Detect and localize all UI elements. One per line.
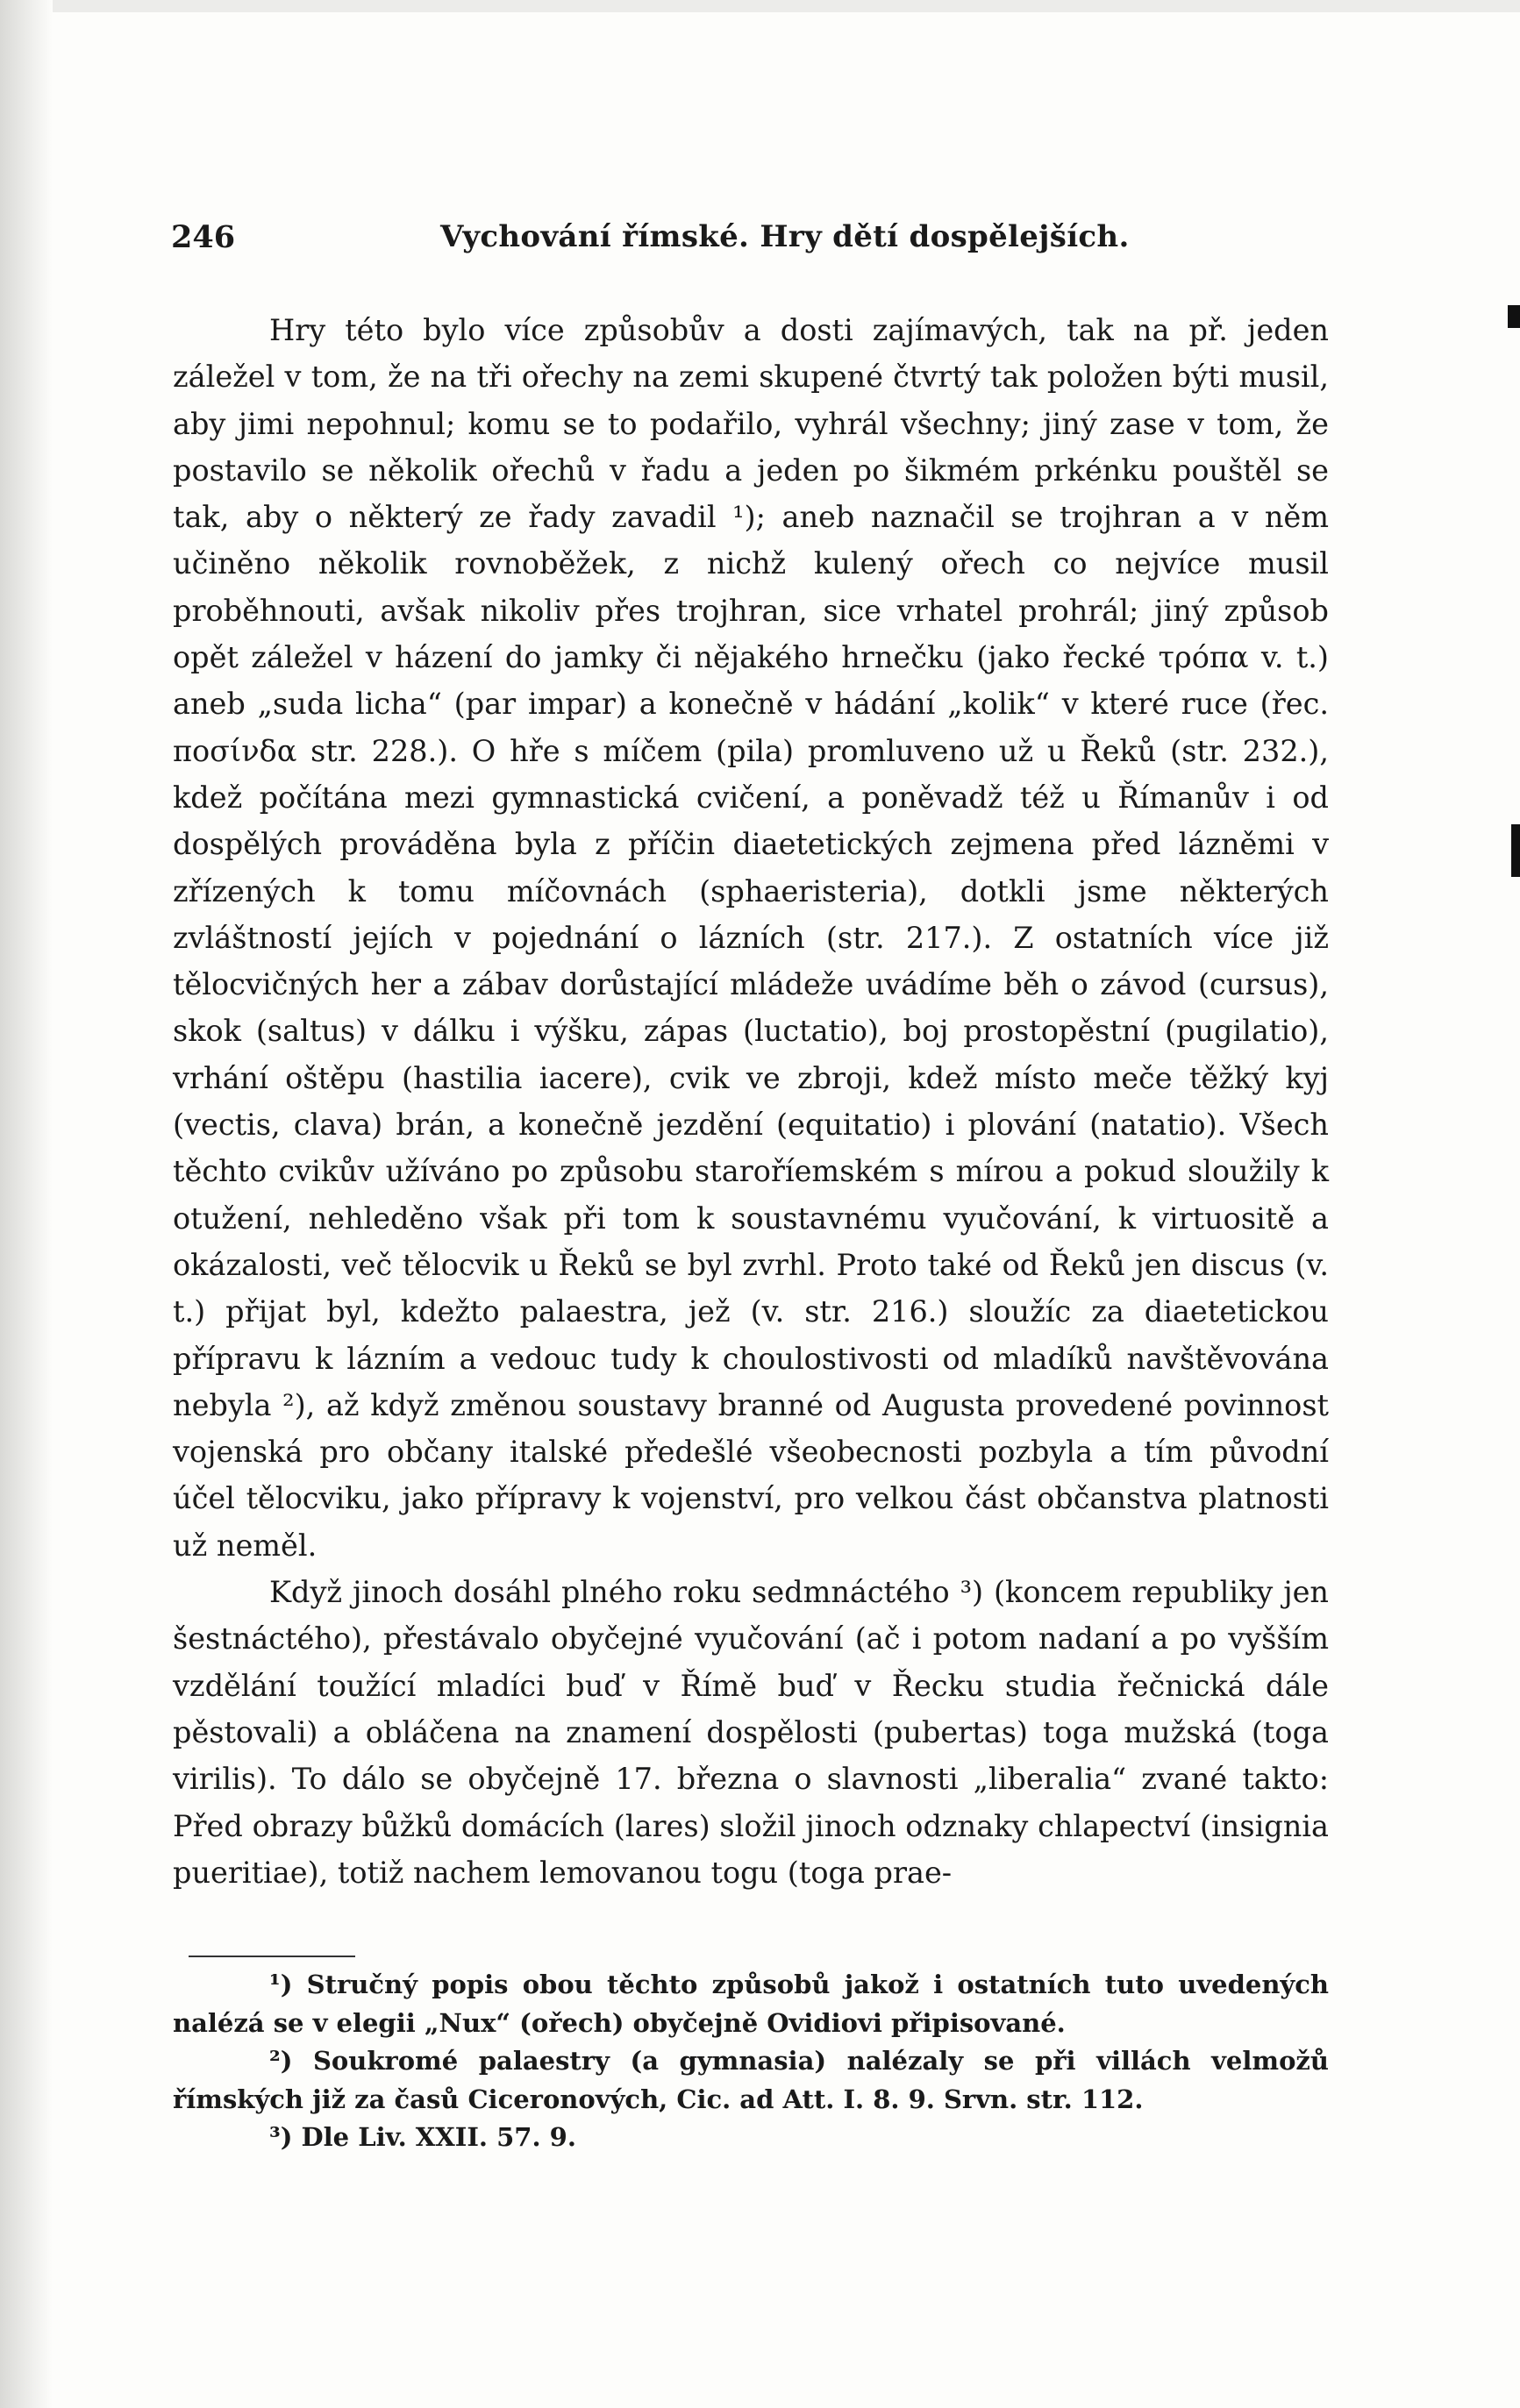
page-header: [171, 219, 1329, 263]
paragraph-2: Když jinoch dosáhl plného roku sedmnáctého ³) (koncem republiky jen šestnáctého), přestávalo obyčejné vyučování (ač i potom nadaní a po vyšším vzdělání toužící mladíci buď v Římě buď v Řecku studia řečnická dále pěstovali) a obláčena na znamení dospělosti (pubertas) toga mužská (toga virilis). To dálo se obyčejně 17. března o slavnosti „liberalia“ zvané takto: Před obrazy bůžků domácích (lares) složil jinoch odznaky chlapectví (insignia pueritiae), totiž nachem lemovanou togu (toga prae-: [173, 1575, 1329, 1890]
footnote-3: ³) Dle Liv. XXII. 57. 9.: [269, 2122, 576, 2152]
footnote-2: ²) Soukromé palaestry (a gymnasia) nalézaly se při villách velmožů římských již za časů Ciceronových, Cic. ad Att. I. 8. 9. Srvn. str. 112.: [173, 2046, 1329, 2114]
page-number: 246: [171, 219, 236, 255]
footnote-rule: [189, 1956, 355, 1957]
footnote-1: ¹) Stručný popis obou těchto způsobů jakož i ostatních tuto uvedených nalézá se v elegii „Nux“ (ořech) obyčejně Ovidiovi připisované.: [173, 1970, 1329, 2038]
footnotes: [173, 1966, 1329, 2157]
page-gutter-shadow: [0, 0, 53, 2408]
body-text: [173, 307, 1329, 1896]
running-head: Vychování římské. Hry dětí dospělejších.: [440, 219, 1130, 254]
paragraph-1: Hry této bylo více způsobův a dosti zajímavých, tak na př. jeden záležel v tom, že na tři ořechy na zemi skupené čtvrtý tak položen býti musil, aby jimi nepohnul; komu se to podařilo, vyhrál všechny; jiný zase v tom, že postavilo se několik ořechů v řadu a jeden po šikmém prkénku pouštěl se tak, aby o některý ze řady zavadil ¹); aneb naznačil se trojhran a v něm učiněno několik rovnoběžek, z nichž kulený ořech co nejvíce musil proběhnouti, avšak nikoliv přes trojhran, sice vrhatel prohrál; jiný způsob opět záležel v házení do jamky či nějakého hrnečku (jako řecké τρόπα v. t.) aneb „suda licha“ (par impar) a konečně v hádání „kolik“ v které ruce (řec. ποσίνδα str. 228.). O hře s míčem (pila) promluveno už u Řeků (str. 232.), kdež počítána mezi gymnastická cvičení, a poněvadž též u Římanův i od dospělých prováděna byla z příčin diaetetických zejmena před lázněmi v zřízených k tomu míčovnách (sphaeristeria), dotkli jsme některých zvláštností jejích v pojednání o lázních (str. 217.). Z ostatních více již tělocvičných her a zábav dorůstající mládeže uvádíme běh o závod (cursus), skok (saltus) v dálku i výšku, zápas (luctatio), boj prostopěstní (pugilatio), vrhání oštěpu (hastilia iacere), cvik ve zbroji, kdež místo meče těžký kyj (vectis, clava) brán, a konečně jezdění (equitatio) i plování (natatio). Všech těchto cvikův užíváno po způsobu staroříemském s mírou a pokud sloužily k otužení, nehleděno však při tom k soustavnému vyučování, k virtuositě a okázalosti, več tělocvik u Řeků se byl zvrhl. Proto také od Řeků jen discus (v. t.) přijat byl, kdežto palaestra, jež (v. str. 216.) sloužíc za diaetetickou přípravu k lázním a vedouc tudy k choulostivosti od mladíků navštěvována nebyla ²), až když změnou soustavy branné od Augusta provedené povinnost vojenská pro občany italské předešlé všeobecnosti pozbyla a tím původní účel tělocviku, jako přípravy k vojenství, pro velkou část občanstva platnosti už neměl.: [173, 313, 1329, 1563]
edge-mark-top: [1508, 305, 1520, 328]
edge-mark-middle: [1511, 824, 1520, 877]
page-top-edge: [0, 0, 1520, 12]
